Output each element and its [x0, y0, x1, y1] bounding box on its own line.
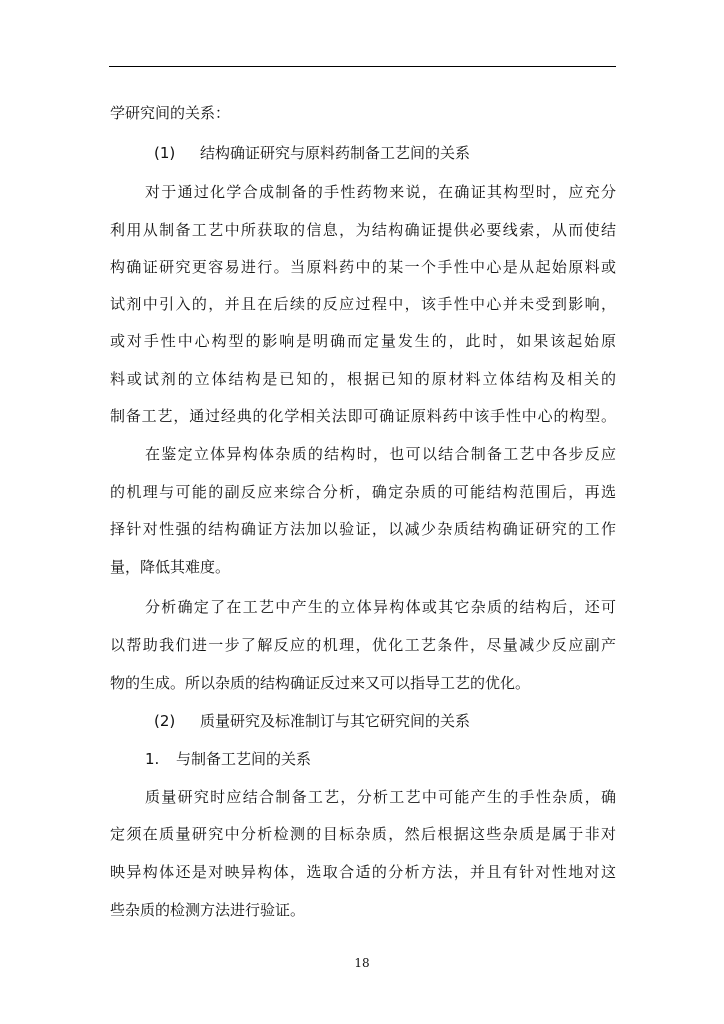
subsection-heading — [145, 749, 311, 769]
section-heading-1 — [154, 143, 470, 163]
section-heading-title: 质量研究及标准制订与其它研究间的关系 — [200, 712, 471, 730]
page-number: 18 — [354, 956, 370, 970]
text-line: 择针对性强的结构确证方法加以验证，以减少杂质结构确证研究的工作 — [110, 520, 616, 538]
section-heading-number: (1) — [154, 144, 176, 162]
text-line: 制备工艺，通过经典的化学相关法即可确证原料药中该手性中心的构型。 — [110, 407, 616, 425]
text-line: 试剂中引入的，并且在后续的反应过程中，该手性中心并未受到影响， — [110, 295, 616, 313]
text-line: 映异构体还是对映异构体，选取合适的分析方法，并且有针对性地对这 — [110, 863, 616, 881]
section-heading-2 — [154, 711, 470, 731]
text-line: 利用从制备工艺中所获取的信息，为结构确证提供必要线索，从而使结 — [110, 221, 616, 239]
text-line: 些杂质的检测方法进行验证。 — [110, 901, 306, 919]
text-line: 质量研究时应结合制备工艺，分析工艺中可能产生的手性杂质，确 — [145, 788, 616, 806]
text-line: 的机理与可能的副反应来综合分析，确定杂质的可能结构范围后，再选 — [110, 483, 616, 501]
text-line: 学研究间的关系： — [110, 104, 231, 122]
subsection-heading-title: 与制备工艺间的关系 — [176, 750, 312, 768]
text-line: 以帮助我们进一步了解反应的机理，优化工艺条件，尽量减少反应副产 — [110, 636, 616, 654]
text-line: 或对手性中心构型的影响是明确而定量发生的，此时，如果该起始原 — [110, 332, 616, 350]
text-line: 构确证研究更容易进行。当原料药中的某一个手性中心是从起始原料或 — [110, 258, 616, 276]
text-line: 在鉴定立体异构体杂质的结构时，也可以结合制备工艺中各步反应 — [145, 445, 616, 463]
text-line: 量，降低其难度。 — [110, 558, 231, 576]
text-line: 料或试剂的立体结构是已知的，根据已知的原材料立体结构及相关的 — [110, 370, 616, 388]
text-line: 定须在质量研究中分析检测的目标杂质，然后根据这些杂质是属于非对 — [110, 825, 616, 843]
subsection-heading-number: 1. — [145, 750, 160, 768]
text-line: 分析确定了在工艺中产生的立体异构体或其它杂质的结构后，还可 — [145, 598, 616, 616]
text-line: 对于通过化学合成制备的手性药物来说，在确证其构型时，应充分 — [145, 183, 616, 201]
header-rule — [109, 66, 616, 67]
section-heading-title: 结构确证研究与原料药制备工艺间的关系 — [200, 144, 471, 162]
text-line: 物的生成。所以杂质的结构确证反过来又可以指导工艺的优化。 — [110, 674, 531, 692]
section-heading-number: (2) — [154, 712, 176, 730]
